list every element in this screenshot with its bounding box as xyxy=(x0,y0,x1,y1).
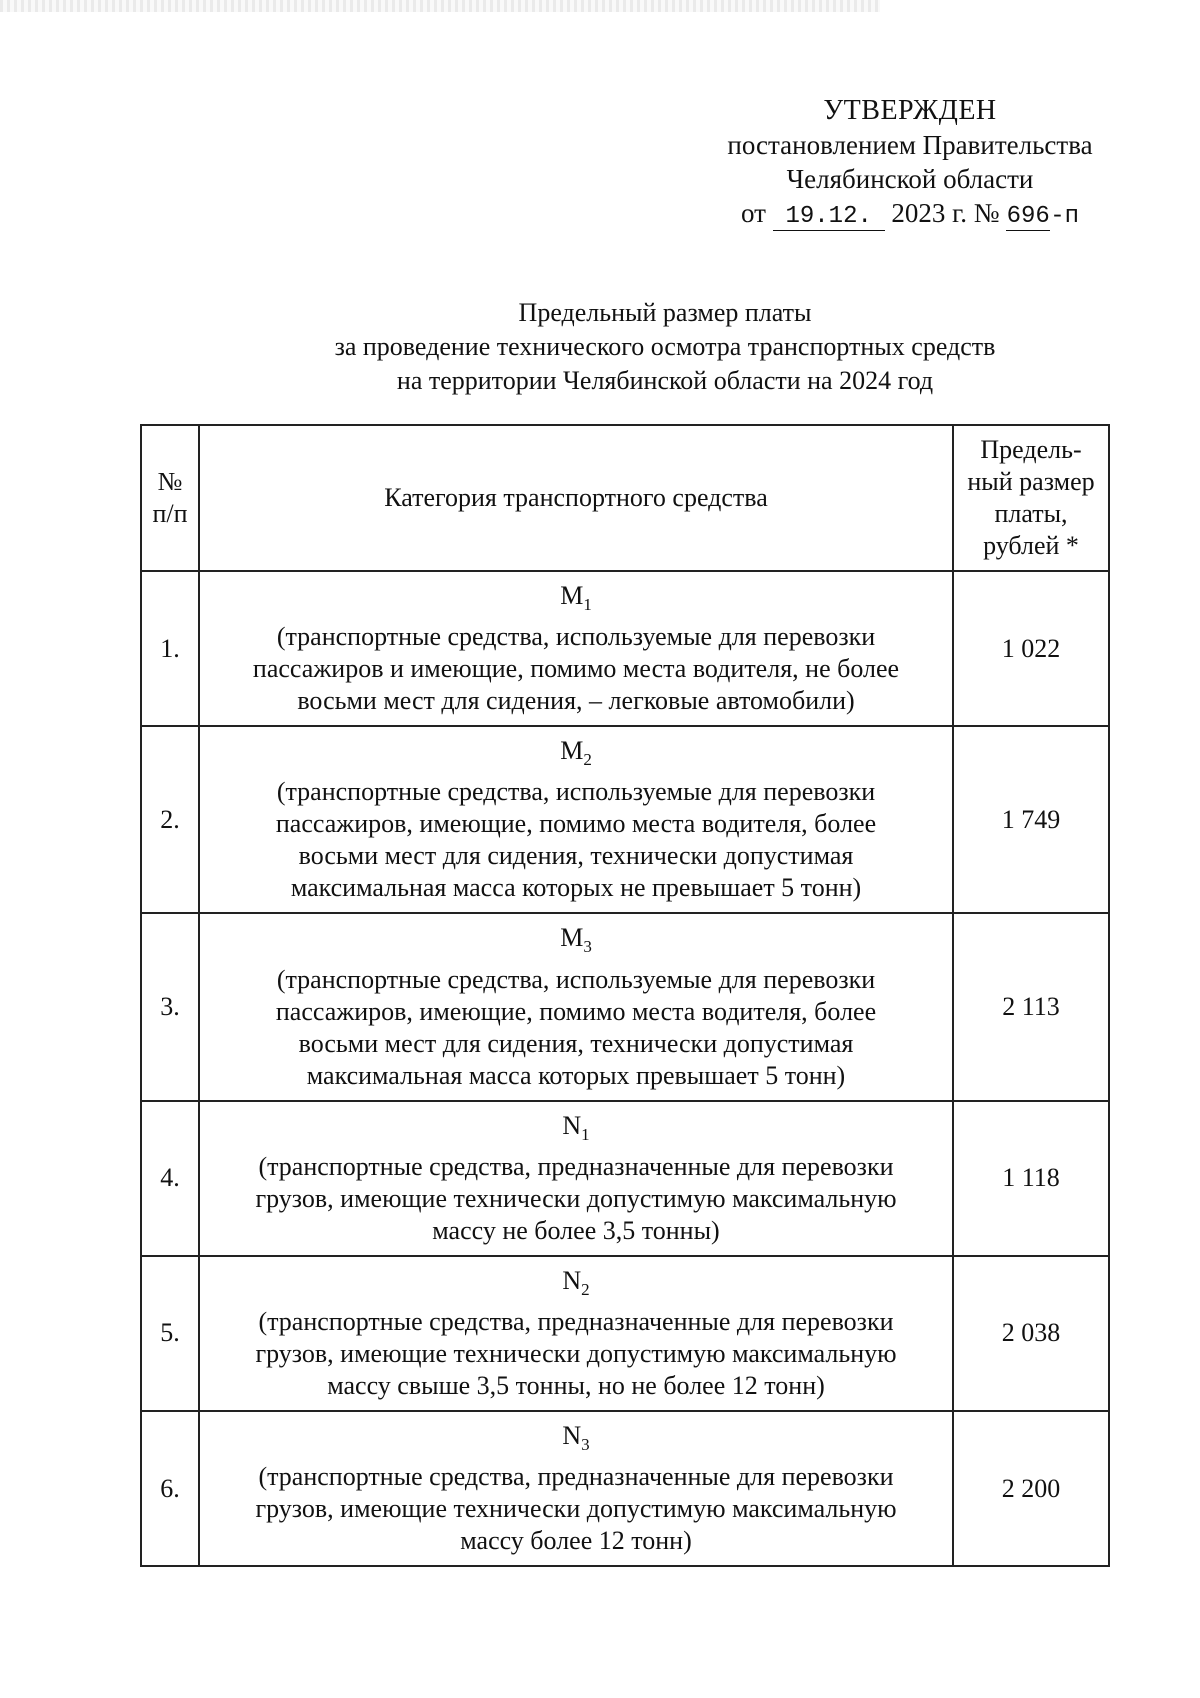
row-fee: 2 038 xyxy=(953,1256,1109,1411)
table-row xyxy=(141,726,1109,913)
header-fee-line-1: Предель- xyxy=(980,435,1082,464)
category-desc-line: грузов, имеющие технически допустимую максимальную xyxy=(255,1494,897,1524)
category-desc-line: (транспортные средства, используемые для перевозки xyxy=(276,622,876,652)
category-desc-line: восьми мест для сидения, – легковые автомобили) xyxy=(297,686,855,716)
row-number: 4. xyxy=(141,1101,199,1256)
category-desc-line: грузов, имеющие технически допустимую максимальную xyxy=(255,1183,897,1213)
row-number: 2. xyxy=(141,726,199,913)
approval-line-2: Челябинской области xyxy=(786,164,1034,194)
category-desc-line: восьми мест для сидения, технически допустимая xyxy=(298,841,854,871)
row-fee: 2 113 xyxy=(953,913,1109,1100)
category-code: $M_3$ xyxy=(560,923,592,957)
title-line-3: на территории Челябинской области на 2024 год xyxy=(396,366,934,395)
table-row xyxy=(141,913,1109,1100)
category-desc-line: массу не более 3,5 тонны) xyxy=(432,1215,720,1245)
category-code: $N_1$ xyxy=(562,1110,590,1144)
category-desc-line: (транспортные средства, используемые для перевозки xyxy=(276,964,876,994)
row-number: 5. xyxy=(141,1256,199,1411)
row-fee: 1 022 xyxy=(953,571,1109,726)
category-desc-line: массу свыше 3,5 тонны, но не более 12 тонн) xyxy=(327,1370,825,1400)
row-fee: 1 749 xyxy=(953,726,1109,913)
row-category xyxy=(199,913,953,1100)
table-row xyxy=(141,1101,1109,1256)
header-number-line-2: п/п xyxy=(152,499,188,528)
header-number xyxy=(141,425,199,571)
category-desc-line: (транспортные средства, предназначенные для перевозки xyxy=(258,1151,894,1181)
row-fee: 2 200 xyxy=(953,1411,1109,1566)
category-desc-line: пассажиров и имеющие, помимо места водителя, не более xyxy=(252,654,900,684)
category-desc-line: максимальная масса которых превышает 5 тонн) xyxy=(306,1060,846,1090)
category-desc-line: (транспортные средства, предназначенные для перевозки xyxy=(258,1306,894,1336)
category-code: $M_1$ xyxy=(560,581,592,615)
row-number: 6. xyxy=(141,1411,199,1566)
category-code: $M_2$ xyxy=(560,736,592,770)
category-code: $N_3$ xyxy=(562,1420,590,1455)
approval-stamp: УТВЕРЖДЕН xyxy=(823,95,997,126)
category-desc-line: грузов, имеющие технически допустимую максимальную xyxy=(255,1338,897,1368)
header-fee-line-3: платы, xyxy=(994,499,1068,528)
category-code: $N_2$ xyxy=(562,1265,590,1299)
title-line-2: за проведение технического осмотра транспортных средств xyxy=(334,332,996,361)
header-category: Категория транспортного средства xyxy=(199,425,953,571)
row-category xyxy=(199,726,953,913)
header-fee xyxy=(953,425,1109,571)
year-label: 2023 г. № xyxy=(891,198,1000,228)
table-row xyxy=(141,1411,1109,1566)
header-number-line-1: № xyxy=(157,467,183,496)
category-desc-line: (транспортные средства, предназначенные для перевозки xyxy=(258,1462,894,1492)
row-category xyxy=(199,571,953,726)
row-category xyxy=(199,1101,953,1256)
approval-number: 696 xyxy=(1006,203,1050,230)
category-desc-line: массу более 12 тонн) xyxy=(460,1526,692,1556)
fee-table xyxy=(140,424,1110,1567)
approval-line-1: постановлением Правительства xyxy=(727,130,1093,160)
date-prefix: от xyxy=(740,198,766,228)
document-title xyxy=(140,296,1190,398)
approval-number-suffix: -п xyxy=(1050,203,1080,230)
row-category xyxy=(199,1256,953,1411)
category-desc-line: (транспортные средства, используемые для перевозки xyxy=(276,777,876,807)
table-row xyxy=(141,1256,1109,1411)
approval-date-line xyxy=(700,196,1120,234)
row-fee: 1 118 xyxy=(953,1101,1109,1256)
category-desc-line: максимальная масса которых не превышает 5 тонн) xyxy=(290,873,862,903)
category-desc-line: пассажиров, имеющие, помимо места водителя, более xyxy=(275,809,877,839)
row-category xyxy=(199,1411,953,1566)
table-header-row xyxy=(141,425,1109,571)
header-fee-line-2: ный размер xyxy=(967,467,1095,496)
scan-edge-artifact xyxy=(0,0,880,12)
title-line-1: Предельный размер платы xyxy=(518,298,812,327)
approval-block xyxy=(700,94,1120,234)
category-desc-line: пассажиров, имеющие, помимо места водителя, более xyxy=(275,996,877,1026)
category-desc-line: восьми мест для сидения, технически допустимая xyxy=(298,1028,854,1058)
row-number: 3. xyxy=(141,913,199,1100)
row-number: 1. xyxy=(141,571,199,726)
header-fee-line-4: рублей * xyxy=(983,531,1079,560)
approval-date: 19.12. xyxy=(773,204,885,231)
table-row xyxy=(141,571,1109,726)
